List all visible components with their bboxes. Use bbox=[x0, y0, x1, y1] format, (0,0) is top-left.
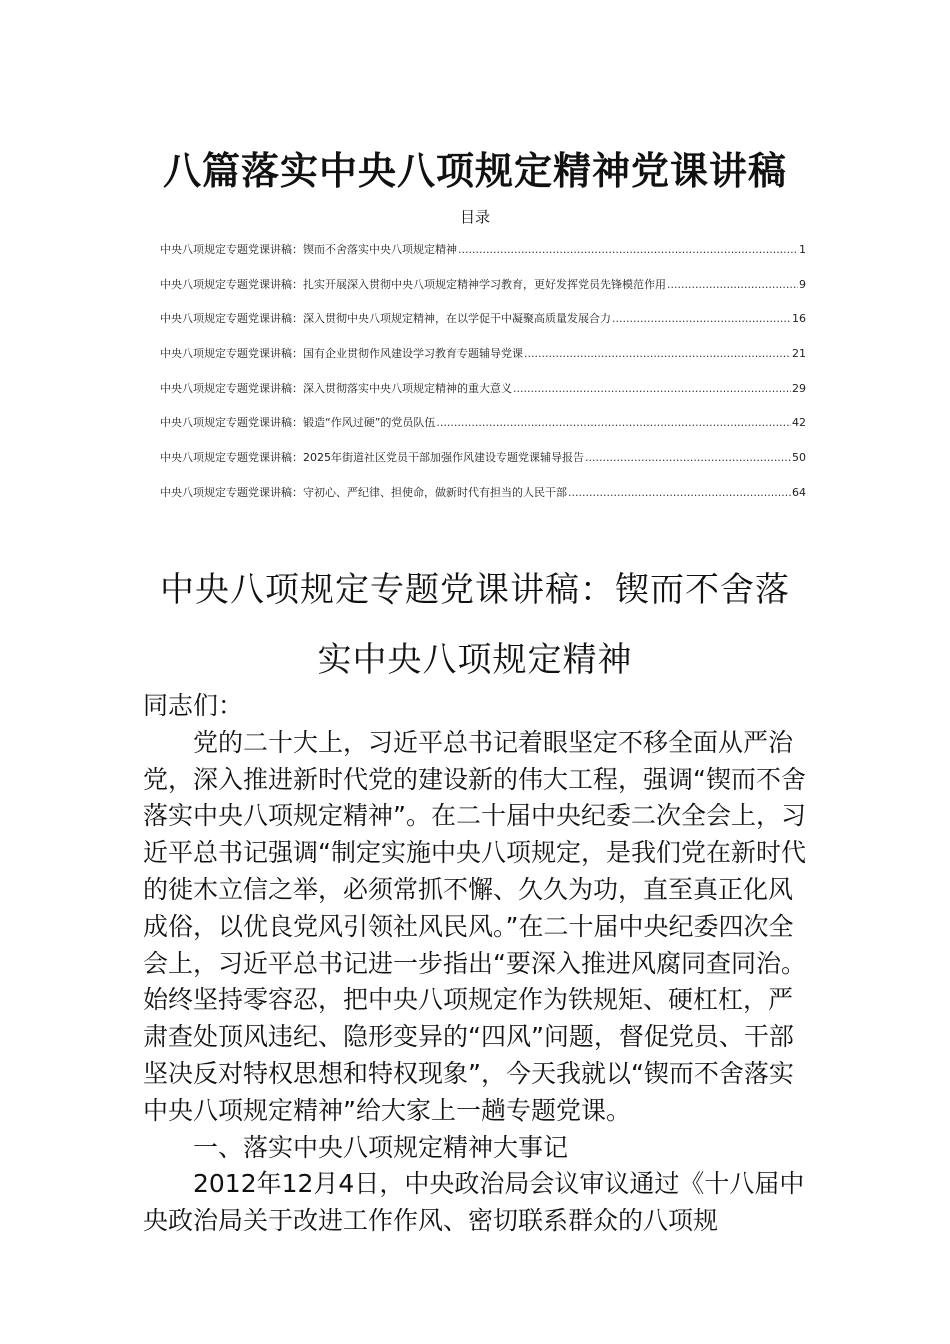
toc-entry-page: 1 bbox=[799, 243, 806, 256]
toc-entry[interactable] bbox=[160, 310, 806, 345]
toc-entry-page: 21 bbox=[792, 347, 806, 361]
toc-entry-title: 中央八项规定专题党课讲稿：扎实开展深入贯彻中央八项规定精神学习教育，更好发挥党员先锋模范作用 bbox=[160, 277, 666, 291]
salutation: 同志们： bbox=[143, 691, 244, 720]
toc-entry-page: 50 bbox=[792, 451, 806, 465]
toc-entry-page: 29 bbox=[792, 381, 806, 395]
toc-leader-dots bbox=[612, 312, 791, 325]
table-of-contents bbox=[160, 241, 806, 519]
toc-entry[interactable] bbox=[160, 380, 806, 415]
toc-entry-title: 中央八项规定专题党课讲稿：深入贯彻中央八项规定精神，在以学促干中凝聚高质量发展合力 bbox=[160, 312, 611, 326]
toc-entry-page: 64 bbox=[792, 485, 806, 499]
section-title-line2: 实中央八项规定精神 bbox=[317, 640, 633, 680]
toc-entry-title: 中央八项规定专题党课讲稿：锲而不舍落实中央八项规定精神 bbox=[160, 243, 457, 256]
toc-heading: 目录 bbox=[459, 208, 490, 226]
toc-entry-title: 中央八项规定专题党课讲稿：国有企业贯彻作风建设学习教育专题辅导党课 bbox=[160, 347, 523, 361]
toc-entry-title: 中央八项规定专题党课讲稿：锻造“作风过硬”的党员队伍 bbox=[160, 416, 436, 430]
toc-entry-title: 中央八项规定专题党课讲稿：2025年街道社区党员干部加强作风建设专题党课辅导报告 bbox=[160, 451, 584, 465]
toc-entry[interactable] bbox=[160, 345, 806, 380]
toc-entry-title: 中央八项规定专题党课讲稿：深入贯彻落实中央八项规定精神的重大意义 bbox=[160, 381, 512, 395]
toc-leader-dots bbox=[667, 278, 798, 291]
toc-entry[interactable] bbox=[160, 276, 806, 311]
toc-entry[interactable] bbox=[160, 484, 806, 519]
paragraph: 党的二十大上，习近平总书记着眼坚定不移全面从严治党，深入推进新时代党的建设新的伟大工程，强调“锲而不舍落实中央八项规定精神”。在二十届中央纪委二次全会上，习近平总书记强调“制定实施中央八项规定，是我们党在新时代的徙木立信之举，必须常抓不懈、久久为功，直至真正化风成俗，以优良党风引领社风民风。”在二十届中央纪委四次全会上，习近平总书记进一步指出“要深入推进风腐同查同治。始终坚持零容忍，把中央八项规定作为铁规矩、硬杠杠，严肃查处顶风违纪、隐形变异的“四风”问题，督促党员、干部坚决反对特权思想和特权现象”，今天我就以“锲而不舍落实中央八项规定精神”给大家上一趟专题党课。 bbox=[143, 727, 806, 1125]
body-text bbox=[143, 688, 815, 1240]
toc-leader-dots bbox=[524, 347, 791, 360]
section-title bbox=[140, 555, 810, 695]
toc-entry[interactable] bbox=[160, 414, 806, 449]
section-heading: 一、落实中央八项规定精神大事记 bbox=[193, 1132, 569, 1162]
toc-leader-dots bbox=[513, 382, 791, 395]
section-title-line1: 中央八项规定专题党课讲稿：锲而不舍落 bbox=[160, 570, 790, 610]
toc-entry-title: 中央八项规定专题党课讲稿：守初心、严纪律、担使命，做新时代有担当的人民干部 bbox=[160, 485, 567, 499]
toc-entry[interactable] bbox=[160, 449, 806, 484]
toc-entry-page: 9 bbox=[799, 277, 806, 291]
document-title: 八篇落实中央八项规定精神党课讲稿 bbox=[162, 149, 787, 193]
toc-entry-page: 42 bbox=[792, 416, 806, 430]
toc-leader-dots bbox=[436, 416, 791, 429]
toc-entry[interactable] bbox=[160, 241, 806, 276]
toc-leader-dots bbox=[585, 451, 791, 464]
toc-leader-dots bbox=[568, 486, 791, 499]
toc-leader-dots bbox=[458, 243, 798, 256]
toc-entry-page: 16 bbox=[792, 312, 806, 326]
paragraph: 2012年12月4日，中央政治局会议审议通过《十八届中央政治局关于改进工作作风、密切联系群众的八项规 bbox=[143, 1169, 805, 1236]
